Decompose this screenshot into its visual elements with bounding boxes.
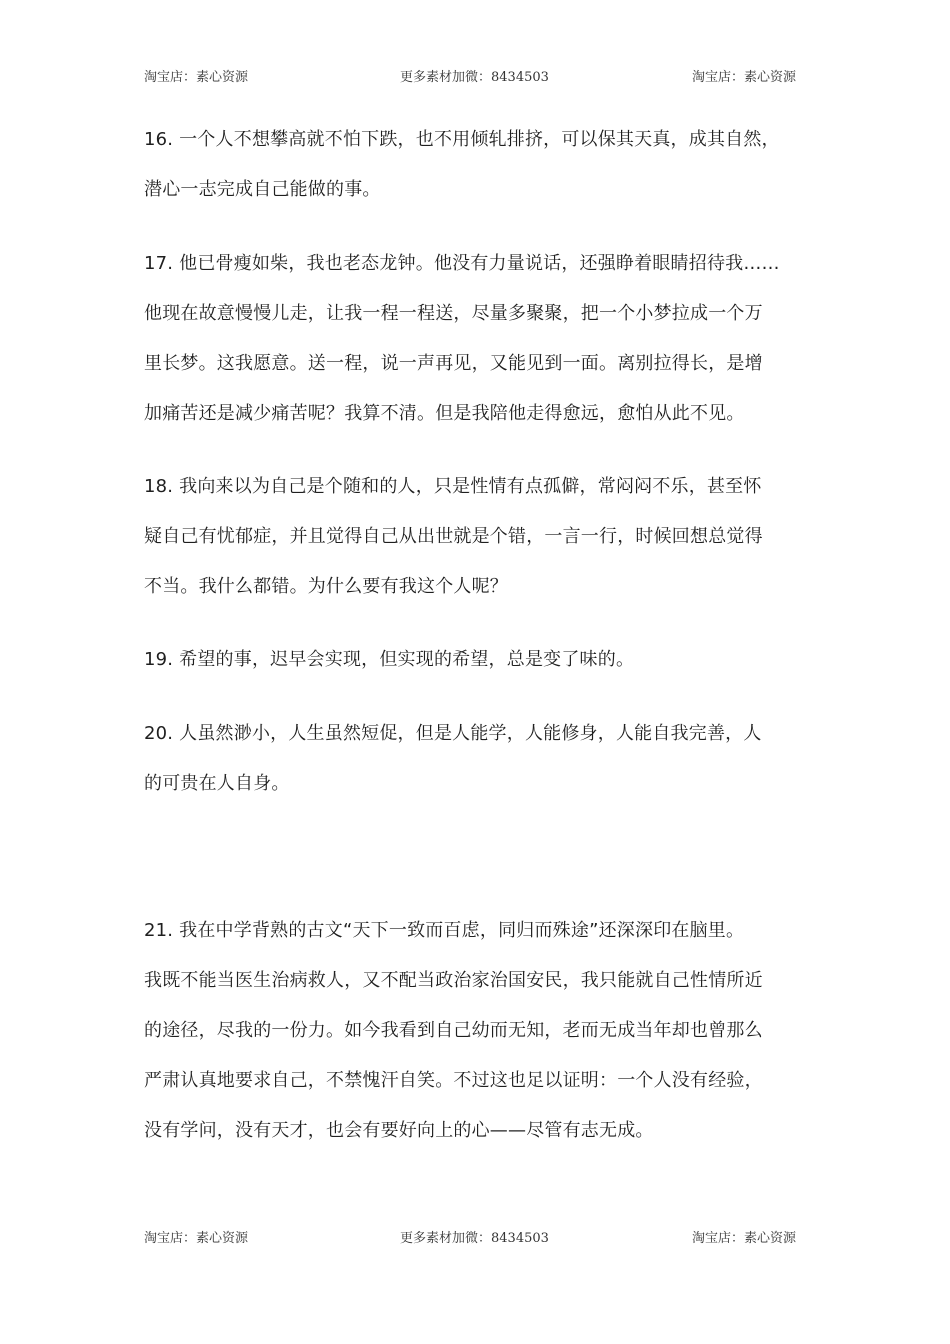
text-line: 疑自己有忧郁症，并且觉得自己从出世就是个错，一言一行，时候回想总觉得 — [144, 526, 763, 547]
quote-20 — [144, 709, 809, 809]
footer-right-text: 淘宝店：素心资源 — [692, 1231, 797, 1246]
text-line: 20. 人虽然渺小，人生虽然短促，但是人能学，人能修身，人能自我完善，人 — [144, 723, 762, 744]
header-right-text: 淘宝店：素心资源 — [692, 70, 797, 85]
footer-left-text: 淘宝店：素心资源 — [144, 1231, 249, 1246]
text-line: 21. 我在中学背熟的古文“天下一致而百虑，同归而殊途”还深深印在脑里。 — [144, 920, 745, 941]
text-line: 的可贵在人自身。 — [144, 773, 290, 794]
text-line: 潜心一志完成自己能做的事。 — [144, 179, 381, 200]
page-header — [0, 66, 950, 90]
text-line: 他现在故意慢慢儿走，让我一程一程送，尽量多聚聚，把一个小梦拉成一个万 — [144, 303, 763, 324]
text-line: 我既不能当医生治病救人，又不配当政治家治国安民，我只能就自己性情所近 — [144, 970, 763, 991]
header-left-text: 淘宝店：素心资源 — [144, 70, 249, 85]
quote-19 — [144, 635, 809, 685]
text-line: 17. 他已骨瘦如柴，我也老态龙钟。他没有力量说话，还强睁着眼睛招待我…… — [144, 253, 780, 274]
header-center-text: 更多素材加微：8434503 — [400, 70, 549, 85]
text-line: 的途径，尽我的一份力。如今我看到自己幼而无知，老而无成当年却也曾那么 — [144, 1020, 763, 1041]
text-line: 里长梦。这我愿意。送一程，说一声再见，又能见到一面。离别拉得长，是增 — [144, 353, 763, 374]
text-line: 严肃认真地要求自己，不禁愧汗自笑。不过这也足以证明：一个人没有经验， — [144, 1070, 763, 1091]
footer-center-text: 更多素材加微：8434503 — [400, 1231, 549, 1246]
quote-17 — [144, 239, 809, 439]
text-line: 没有学问，没有天才，也会有要好向上的心——尽管有志无成。 — [144, 1120, 654, 1141]
text-line: 18. 我向来以为自己是个随和的人，只是性情有点孤僻，常闷闷不乐，甚至怀 — [144, 476, 762, 497]
quote-18 — [144, 462, 809, 612]
quote-16 — [144, 115, 809, 215]
text-line: 不当。我什么都错。为什么要有我这个人呢？ — [144, 576, 508, 597]
quote-21 — [144, 906, 809, 1156]
text-line: 16. 一个人不想攀高就不怕下跌，也不用倾轧排挤，可以保其天真，成其自然， — [144, 129, 780, 150]
page-footer — [0, 1227, 950, 1251]
text-line: 加痛苦还是减少痛苦呢？我算不清。但是我陪他走得愈远，愈怕从此不见。 — [144, 403, 745, 424]
text-line: 19. 希望的事，迟早会实现，但实现的希望，总是变了味的。 — [144, 649, 635, 670]
